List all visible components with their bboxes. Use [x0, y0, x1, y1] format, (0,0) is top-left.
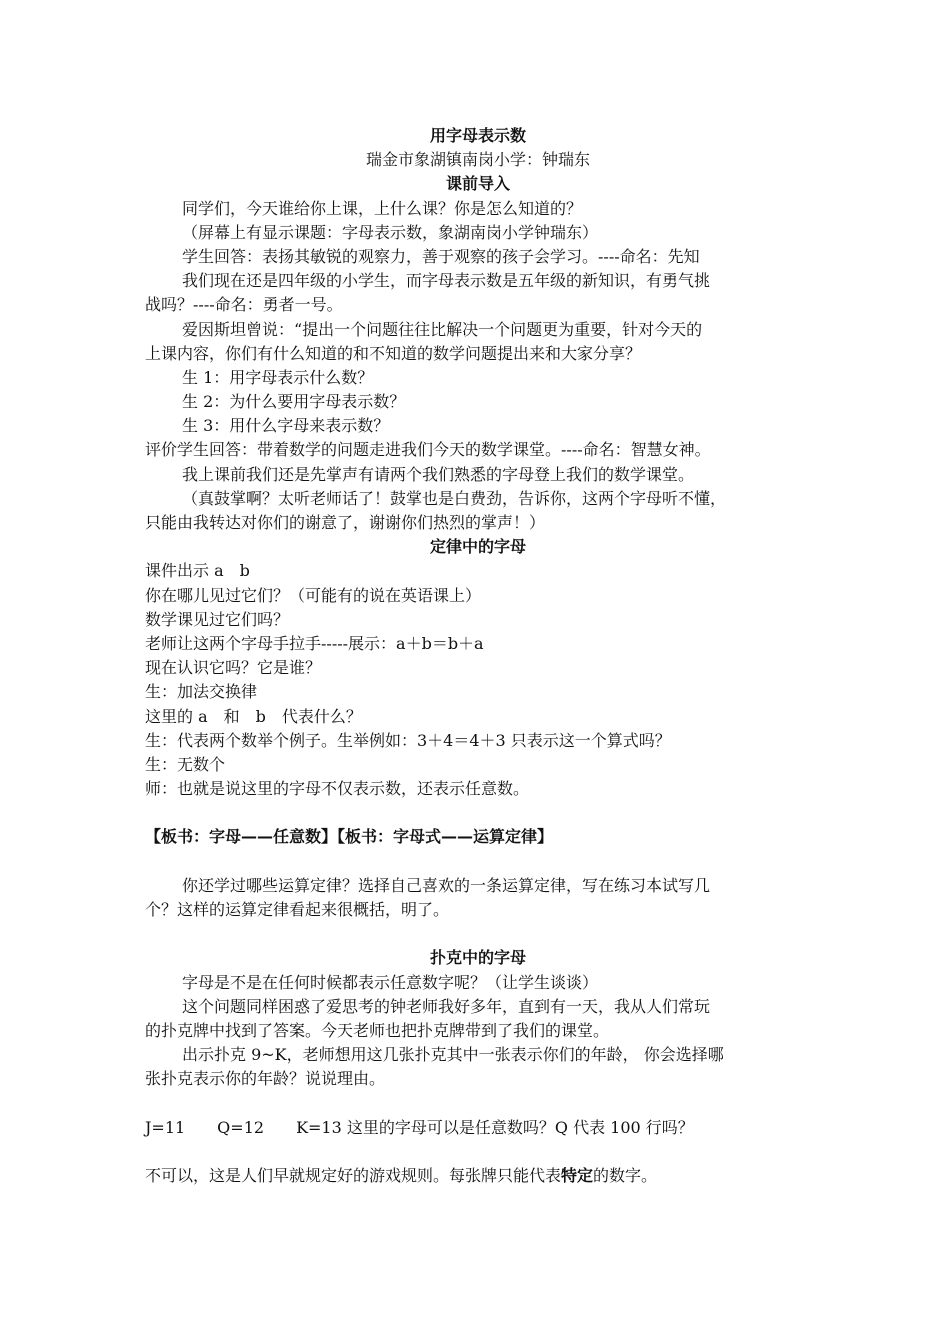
spacer — [145, 801, 811, 825]
paragraph: 评价学生回答：带着数学的问题走进我们今天的数学课堂。----命名：智慧女神。 — [145, 440, 711, 460]
paragraph: 字母是不是在任何时候都表示任意数字呢？（让学生谈谈） — [182, 972, 599, 992]
paragraph: 你还学过哪些运算定律？选择自己喜欢的一条运算定律，写在练习本试写几 — [182, 875, 711, 895]
paragraph: 上课内容，你们有什么知道的和不知道的数学问题提出来和大家分享？ — [145, 343, 642, 363]
doc-title: 用字母表示数 — [429, 126, 526, 145]
paragraph: （真鼓掌啊？太听老师话了！鼓掌也是白费劲，告诉你，这两个字母听不懂， — [182, 488, 727, 508]
dialog-line: 这里的 a 和 b 代表什么？ — [145, 706, 362, 726]
paragraph: （屏幕上有显示课题：字母表示数，象湖南岗小学钟瑞东） — [182, 222, 599, 242]
conclusion-text-end: 的数字。 — [593, 1166, 658, 1186]
section-heading-poker: 扑克中的字母 — [429, 948, 526, 968]
emphasis-text: 特定 — [561, 1166, 594, 1186]
dialog-line: 课件出示 a b — [145, 561, 250, 581]
paragraph: 只能由我转达对你们的谢意了，谢谢你们热烈的掌声！） — [145, 513, 546, 532]
poker-values-line: J=11 Q=12 K=13 这里的字母可以是任意数吗？Q 代表 100 行吗？ — [145, 1117, 694, 1137]
paragraph: 同学们，今天谁给你上课，上什么课？你是怎么知道的？ — [182, 198, 583, 218]
spacer — [145, 1140, 811, 1164]
paragraph: 我们现在还是四年级的小学生，而字母表示数是五年级的新知识，有勇气挑 — [182, 271, 711, 291]
doc-author: 瑞金市象湖镇南岗小学：钟瑞东 — [365, 150, 590, 170]
paragraph: 战吗？----命名：勇者一号。 — [145, 295, 343, 315]
paragraph: 出示扑克 9~K，老师想用这几张扑克其中一张表示你们的年龄， 你会选择哪 — [182, 1045, 724, 1065]
paragraph: 张扑克表示你的年龄？说说理由。 — [145, 1069, 386, 1089]
paragraph: 这个问题同样困惑了爱思考的钟老师我好多年，直到有一天，我从人们常玩 — [182, 996, 711, 1016]
dialog-line: 生：代表两个数举个例子。生举例如：3＋4＝4＋3 只表示这一个算式吗？ — [145, 730, 671, 750]
paragraph: 爱因斯坦曾说：“提出一个问题往往比解决一个问题更为重要，针对今天的 — [182, 319, 703, 339]
paragraph: 个？这样的运算定律看起来很概括，明了。 — [145, 900, 450, 919]
paragraph: 我上课前我们还是先掌声有请两个我们熟悉的字母登上我们的数学课堂。 — [182, 464, 695, 484]
student-answer: 生 1：用字母表示什么数？ — [182, 367, 374, 387]
conclusion-text: 不可以，这是人们早就规定好的游戏规则。每张牌只能代表 — [145, 1166, 562, 1186]
spacer — [145, 850, 811, 874]
conclusion-line — [145, 1164, 811, 1188]
dialog-line: 老师让这两个字母手拉手-----展示：a＋b＝b＋a — [145, 633, 484, 653]
dialog-line: 你在哪儿见过它们？（可能有的说在英语课上） — [145, 585, 482, 605]
student-answer: 生 2：为什么要用字母表示数？ — [182, 392, 406, 412]
blackboard-note: 【板书：字母——任意数】【板书：字母式——运算定律】 — [145, 827, 554, 847]
dialog-line: 生：加法交换律 — [145, 682, 258, 702]
spacer — [145, 1092, 811, 1116]
paragraph: 的扑克牌中找到了答案。今天老师也把扑克牌带到了我们的课堂。 — [145, 1020, 610, 1040]
spacer — [145, 922, 811, 946]
section-heading-law: 定律中的字母 — [429, 537, 526, 557]
dialog-line: 生：无数个 — [145, 754, 226, 774]
dialog-line: 现在认识它吗？它是谁？ — [145, 658, 322, 678]
dialog-line: 数学课见过它们吗？ — [145, 609, 290, 629]
student-answer: 生 3：用什么字母来表示数？ — [182, 416, 390, 436]
dialog-line: 师：也就是说这里的字母不仅表示数，还表示任意数。 — [145, 779, 530, 799]
document-page — [145, 124, 811, 1188]
section-heading-intro: 课前导入 — [445, 174, 510, 194]
paragraph: 学生回答：表扬其敏锐的观察力，善于观察的孩子会学习。----命名：先知 — [182, 246, 700, 266]
